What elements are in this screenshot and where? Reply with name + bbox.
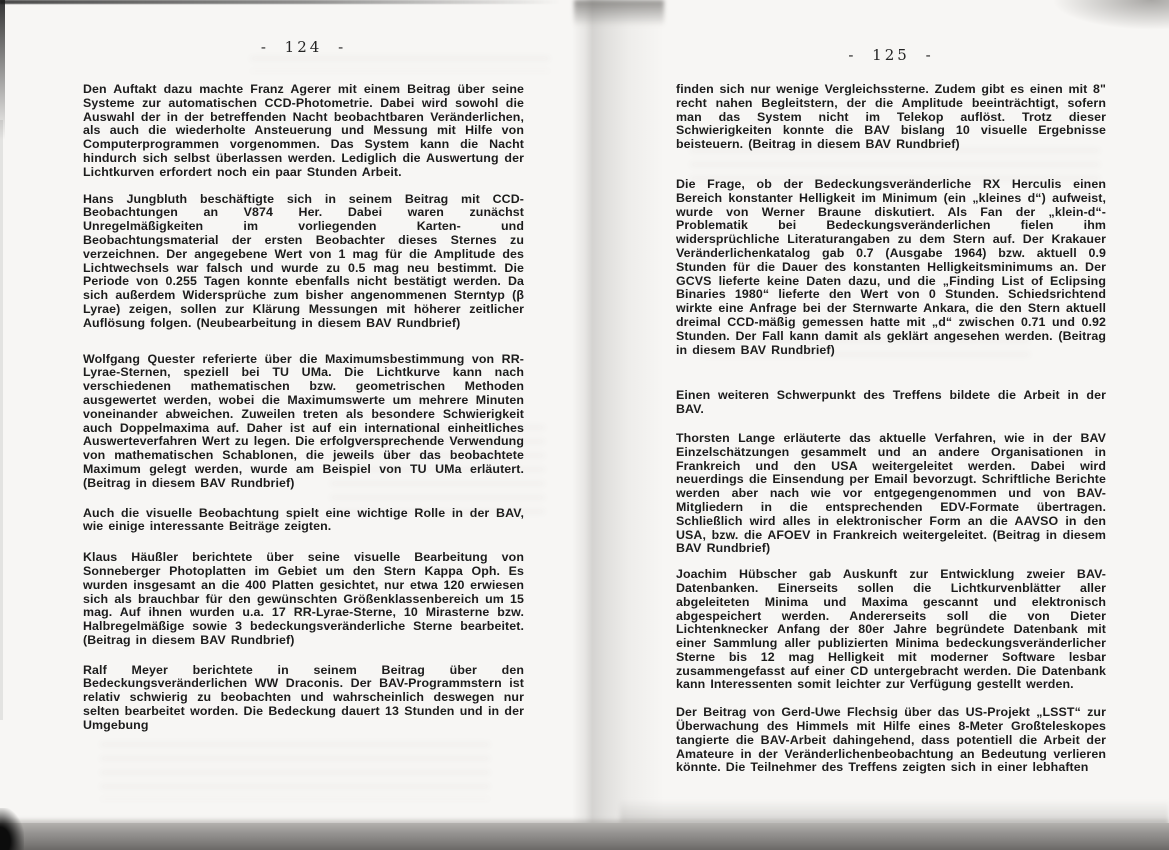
paragraph: Einen weiteren Schwerpunkt des Treffens bildete die Arbeit in der BAV. bbox=[676, 388, 1106, 417]
bottom-left-corner-blob bbox=[0, 808, 24, 850]
page-124-body bbox=[83, 83, 524, 733]
gutter-shadow bbox=[572, 0, 664, 850]
paragraph: Den Auftakt dazu machte Franz Agerer mit einem Beitrag über seine Systeme zur automatischen CCD-Photometrie. Dabei wird sowohl die Auswahl der in der betreffenden Nacht beobachtbaren Veränderlichen, als auch die wiederholte Ansteuerung und Messung mit Hilfe von Computerprogrammen vorgenommen. Das System kann die Nacht hindurch sich selbst überlassen werden. Lediglich die Auswertung der Lichtkurven erfordert noch ein paar Stunden Arbeit. bbox=[83, 82, 524, 179]
paragraph: Joachim Hübscher gab Auskunft zur Entwicklung zweier BAV-Datenbanken. Einerseits sollen die Lichtkurvenblätter aller abgeleiteten Minima und Maxima gescannt und elektronisch abgespeichert werden. Andererseits soll die von Dieter Lichtenknecker Anfang der 80er Jahre begründete Datenbank mit einer Sammlung aller publizierten Minima bedeckungsveränderlicher Sterne bis 12 mag Helligkeit mit moderner Software lesbar zusammengefasst auf einer CD untergebracht werden. Die Datenbank kann Interessenten somit leichter zur Verfügung gestellt werden. bbox=[676, 567, 1106, 692]
paragraph: Auch die visuelle Beobachtung spielt eine wichtige Rolle in der BAV, wie einige interessante Beiträge zeigten. bbox=[83, 505, 524, 534]
paragraph: finden sich nur wenige Vergleichssterne. Zudem gibt es einen mit 8" recht nahen Begleitstern, der die Amplitude beeinträchtigt, sofern man das System nicht im Telekop auflöst. Trotz dieser Schwierigkeiten konnte die BAV bislang 10 visuelle Ergebnisse beisteuern. (Beitrag in diesem BAV Rundbrief) bbox=[676, 82, 1106, 152]
paragraph: Die Frage, ob der Bedeckungsveränderliche RX Herculis einen Bereich konstanter Helligkeit im Minimum (ein „kleines d“) aufweist, wurde von Werner Braune diskutiert. Als Fan der „klein-d“-Problematik bei Bedeckungsveränderlichen fielen ihm widersprüchliche Literaturangaben zu dem Stern auf. Der Krakauer Veränderlichenkatalog gab 0.7 (Ausgabe 1964) bzw. aktuell 0.9 Stunden für die Dauer des konstanten Helligkeitsminimums an. Der GCVS lieferte keine Daten dazu, und die „Finding List of Eclipsing Binaries 1980“ lieferte den Wert von 0 Stunden. Schiedsrichtend wirkte eine Anfrage bei der Sternwarte Ankara, die den Stern aktuell dreimal CCD-mäßig gemessen hatte mit „d“ zwischen 0.71 und 0.92 Stunden. Der Fall kann damit als geklärt angesehen werden. (Beitrag in diesem BAV Rundbrief) bbox=[676, 176, 1106, 357]
paragraph: Thorsten Lange erläuterte das aktuelle Verfahren, wie in der BAV Einzelschätzungen gesammelt und an andere Organisationen in Frankreich und den USA weitergeleitet werden. Dabei wird neuerdings die Einsendung per Email bevorzugt. Schriftliche Berichte werden aber nach wie vor entgegengenommen und von BAV-Mitgliedern in die entsprechenden EDV-Formate übertragen. Schließlich wird alles in elektronischer Form an die AAVSO in den USA, bzw. die AFOEV in Frankreich weitergeleitet. (Beitrag in diesem BAV Rundbrief) bbox=[676, 430, 1106, 556]
page-number-right: - 125 - bbox=[848, 46, 934, 64]
page-number-left: - 124 - bbox=[260, 38, 347, 56]
paragraph: Hans Jungbluth beschäftigte sich in seinem Beitrag mit CCD-Beobachtungen an V874 Her. Dabei waren zunächst Unregelmäßigkeiten im vorliegenden Karten- und Beobachtungsmaterial der ersten Beobachter dieses Sternes zu verzeichnen. Der angegebene Wert von 1 mag für die Amplitude des Lichtwechsels war falsch und wurde zu 0.5 mag neu bestimmt. Die Periode von 0.255 Tagen konnte ebenfalls nicht bestätigt werden. Da sich außerdem Widersprüche zum bisher angenommenen Sterntyp (β Lyrae) zeigen, sollen zur Klärung Messungen mit höherer zeitlicher Auflösung folgen. (Neubearbeitung in diesem BAV Rundbrief) bbox=[83, 191, 524, 330]
page-125-body bbox=[676, 83, 1106, 775]
paragraph: Klaus Häußler berichtete über seine visuelle Bearbeitung von Sonneberger Photoplatten im Gebiet um den Stern Kappa Oph. Es wurden insgesamt an die 400 Platten gesichtet, nur etwa 120 erwiesen sich als brauchbar für den gewünschten Größenklassenbereich um 15 mag. Auf ihnen wurden u.a. 17 RR-Lyrae-Sterne, 10 Mirasterne bzw. Halbregelmäßige sowie 3 bedeckungsveränderliche Sterne bearbeitet. (Beitrag in diesem BAV Rundbrief) bbox=[83, 550, 524, 647]
bottom-right-haze bbox=[620, 800, 1169, 824]
paragraph: Der Beitrag von Gerd-Uwe Flechsig über das US-Projekt „LSST“ zur Überwachung des Himmels mit Hilfe eines 8-Meter Großteleskopes tangierte die BAV-Arbeit dahingehend, dass potentiell die Arbeit der Amateure in der Veränderlichenbeobachtung an Bedeutung verlieren könnte. Die Teilnehmer des Treffens zeigten sich in einer lebhaften bbox=[676, 705, 1106, 775]
paragraph: Wolfgang Quester referierte über die Maximumsbestimmung von RR-Lyrae-Sternen, speziell bei TU UMa. Die Lichtkurve kann nach verschiedenen mathematischen bzw. geometrischen Methoden ausgewertet werden, wobei die Maximumswerte um mehrere Minuten voneinander abweichen. Zuweilen treten als besondere Schwierigkeit auch Doppelmaxima auf. Daher ist auf ein international einheitliches Auswerteverfahren Wert zu legen. Die erfolgversprechende Verwendung von mathematischen Schablonen, die jeweils über das beobachtete Maximum gelegt werden, wurde am Beispiel von TU UMa erläutert. (Beitrag in diesem BAV Rundbrief) bbox=[83, 351, 525, 490]
bottom-scan-shadow bbox=[0, 823, 1169, 850]
top-right-corner-smudge bbox=[1052, 0, 1169, 30]
page-124 bbox=[83, 38, 524, 733]
left-edge-faint-strip bbox=[0, 120, 3, 720]
top-edge-scan-line bbox=[0, 0, 560, 4]
page-125 bbox=[676, 46, 1106, 775]
bleedthrough-ghost-text bbox=[100, 742, 490, 800]
left-edge-scan-strip bbox=[0, 0, 5, 140]
paragraph: Ralf Meyer berichtete in seinem Beitrag über den Bedeckungsveränderlichen WW Draconis. Der BAV-Programmstern ist relativ schwierig zu beobachten und wahrscheinlich deswegen nur selten bearbeitet worden. Die Bedeckung dauert 13 Stunden und in der Umgebung bbox=[83, 662, 524, 732]
gutter-top-smudge bbox=[574, 0, 664, 26]
